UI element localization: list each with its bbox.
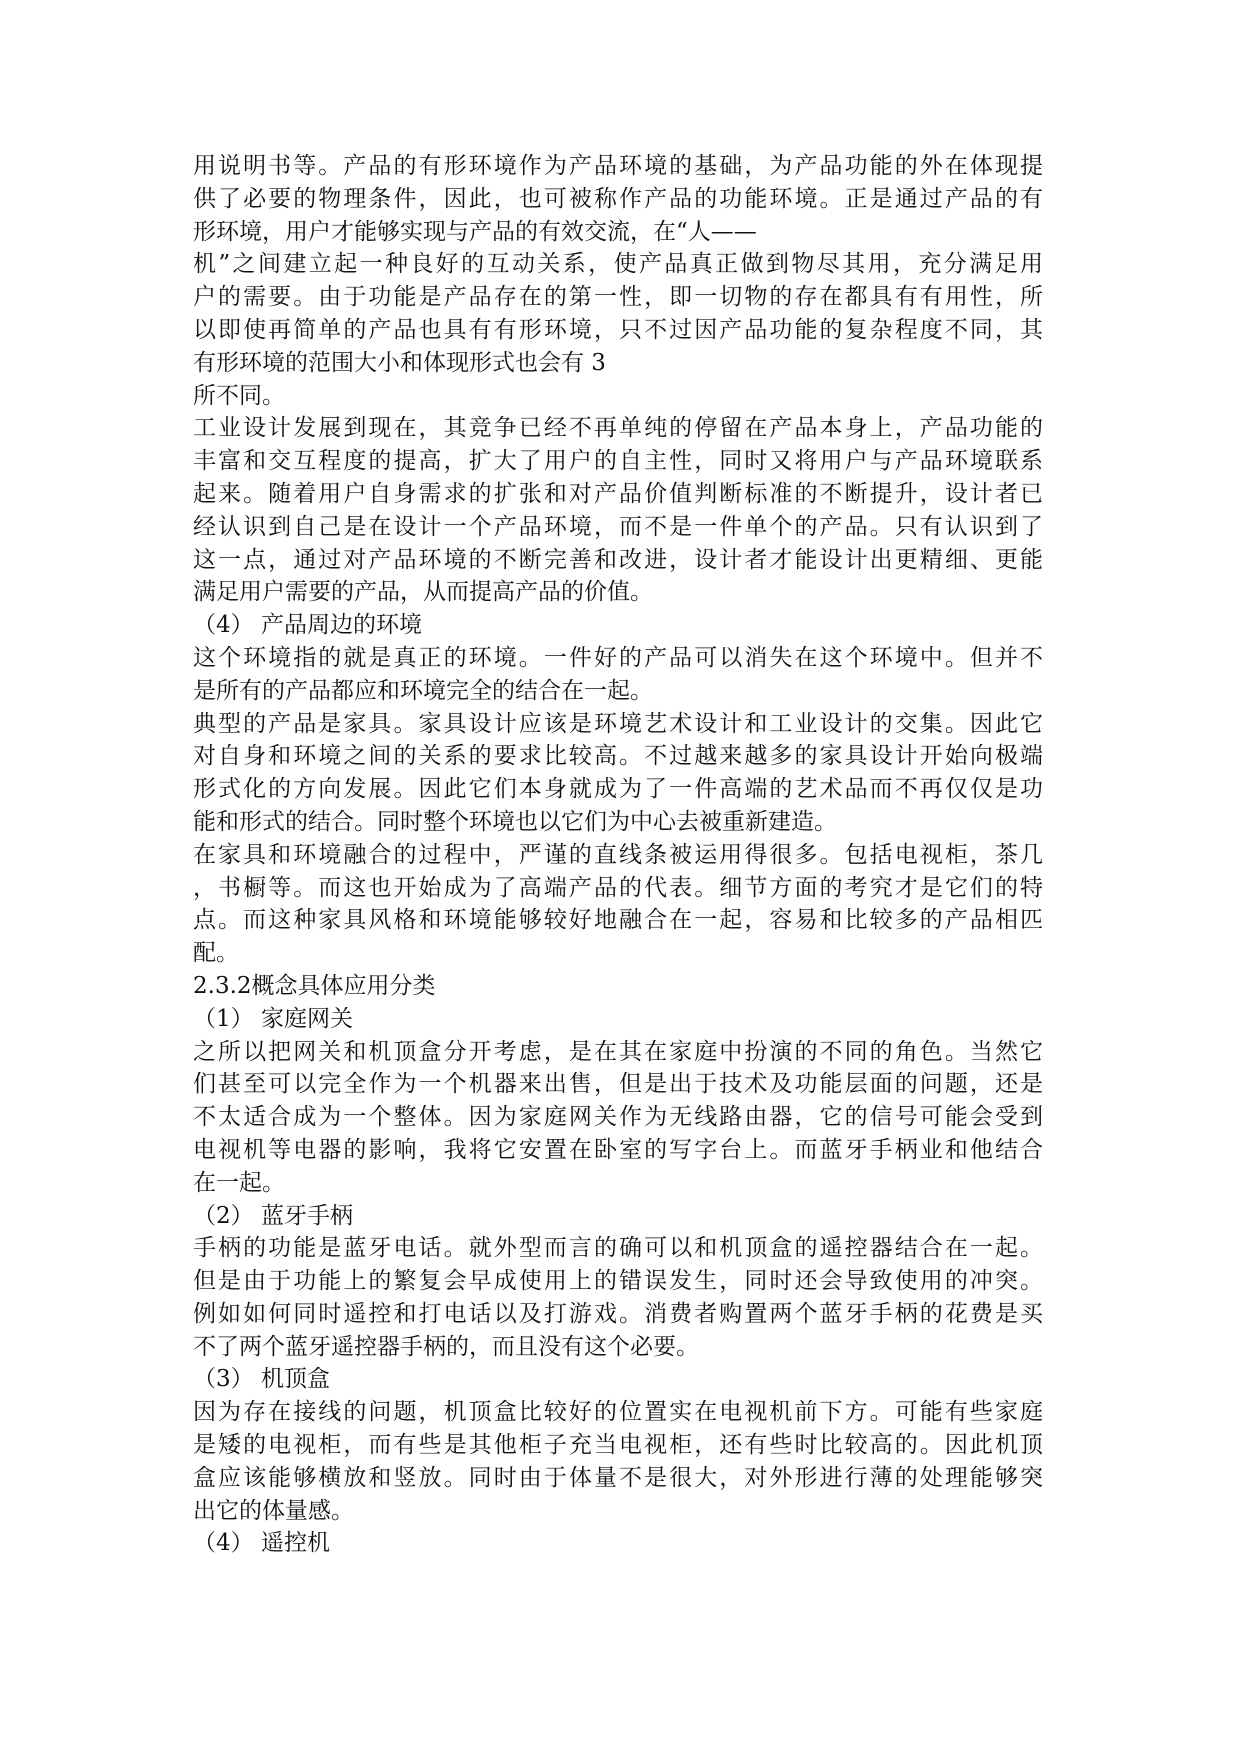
text-line: 有形环境的范围大小和体现形式也会有 3 — [193, 349, 606, 376]
text-line: 出它的体量感。 — [193, 1497, 354, 1524]
text-line: 之所以把网关和机顶盒分开考虑，是在其在家庭中扮演的不同的角色。当然它 — [193, 1038, 1043, 1065]
text-line: 供了必要的物理条件，因此，也可被称作产品的功能环境。正是通过产品的有 — [193, 185, 1043, 212]
text-line: 不太适合成为一个整体。因为家庭网关作为无线路由器，它的信号可能会受到 — [193, 1104, 1043, 1131]
text-line: （3） 机顶盒 — [193, 1366, 330, 1393]
text-line: 形式化的方向发展。因此它们本身就成为了一件高端的艺术品而不再仅仅是功 — [193, 776, 1043, 803]
text-line: 在一起。 — [193, 1169, 285, 1196]
text-line: 盒应该能够横放和竖放。同时由于体量不是很大，对外形进行薄的处理能够突 — [193, 1464, 1043, 1491]
text-line: 能和形式的结合。同时整个环境也以它们为中心去被重新建造。 — [193, 808, 837, 835]
text-line: 在家具和环境融合的过程中，严谨的直线条被运用得很多。包括电视柜，茶几 — [193, 841, 1043, 868]
text-line: 们甚至可以完全作为一个机器来出售，但是出于技术及功能层面的问题，还是 — [193, 1071, 1043, 1098]
text-line: 形环境，用户才能够实现与产品的有效交流，在“人—— — [193, 218, 757, 245]
text-line: 以即使再简单的产品也具有有形环境，只不过因产品功能的复杂程度不同，其 — [193, 316, 1043, 343]
text-line: 因为存在接线的问题，机顶盒比较好的位置实在电视机前下方。可能有些家庭 — [193, 1399, 1043, 1426]
text-line: 手柄的功能是蓝牙电话。就外型而言的确可以和机顶盒的遥控器结合在一起。 — [193, 1235, 1043, 1262]
text-line: 是所有的产品都应和环境完全的结合在一起。 — [193, 677, 653, 704]
text-line: 起来。随着用户自身需求的扩张和对产品价值判断标准的不断提升，设计者已 — [193, 480, 1043, 507]
text-line: 对自身和环境之间的关系的要求比较高。不过越来越多的家具设计开始向极端 — [193, 743, 1043, 770]
text-line: 例如如何同时遥控和打电话以及打游戏。消费者购置两个蓝牙手柄的花费是买 — [193, 1300, 1043, 1327]
text-line: 经认识到自己是在设计一个产品环境，而不是一件单个的产品。只有认识到了 — [193, 513, 1043, 540]
text-line: 但是由于功能上的繁复会早成使用上的错误发生，同时还会导致使用的冲突。 — [193, 1268, 1043, 1295]
text-line: 所不同。 — [193, 382, 285, 409]
text-line: 典型的产品是家具。家具设计应该是环境艺术设计和工业设计的交集。因此它 — [193, 710, 1043, 737]
text-line: 不了两个蓝牙遥控器手柄的，而且没有这个必要。 — [193, 1333, 699, 1360]
text-line: 用说明书等。产品的有形环境作为产品环境的基础，为产品功能的外在体现提 — [193, 153, 1043, 179]
text-line: （2） 蓝牙手柄 — [193, 1202, 353, 1229]
text-line: 这一点，通过对产品环境的不断完善和改进，设计者才能设计出更精细、更能 — [193, 546, 1043, 573]
text-line: 满足用户需要的产品，从而提高产品的价值。 — [193, 579, 653, 606]
text-line: （4） 产品周边的环境 — [193, 612, 422, 639]
text-line: 机”之间建立起一种良好的互动关系，使产品真正做到物尽其用，充分满足用 — [193, 251, 1043, 278]
text-line: 配。 — [193, 940, 239, 967]
text-line: 电视机等电器的影响，我将它安置在卧室的写字台上。而蓝牙手柄业和他结合 — [193, 1136, 1043, 1163]
text-line: 丰富和交互程度的提高，扩大了用户的自主性，同时又将用户与产品环境联系 — [193, 448, 1043, 475]
text-line: 2.3.2概念具体应用分类 — [193, 972, 436, 999]
text-line: ，书橱等。而这也开始成为了高端产品的代表。细节方面的考究才是它们的特 — [193, 874, 1043, 901]
text-line: 点。而这种家具风格和环境能够较好地融合在一起，容易和比较多的产品相匹 — [193, 907, 1043, 934]
text-line: （1） 家庭网关 — [193, 1005, 353, 1032]
text-line: 是矮的电视柜，而有些是其他柜子充当电视柜，还有些时比较高的。因此机顶 — [193, 1432, 1043, 1459]
text-line: 这个环境指的就是真正的环境。一件好的产品可以消失在这个环境中。但并不 — [193, 644, 1043, 671]
text-line: 户的需要。由于功能是产品存在的第一性，即一切物的存在都具有有用性，所 — [193, 284, 1043, 311]
text-line: 工业设计发展到现在，其竞争已经不再单纯的停留在产品本身上，产品功能的 — [193, 415, 1043, 442]
document-page — [193, 150, 1043, 1560]
text-line: （4） 遥控机 — [193, 1530, 330, 1557]
